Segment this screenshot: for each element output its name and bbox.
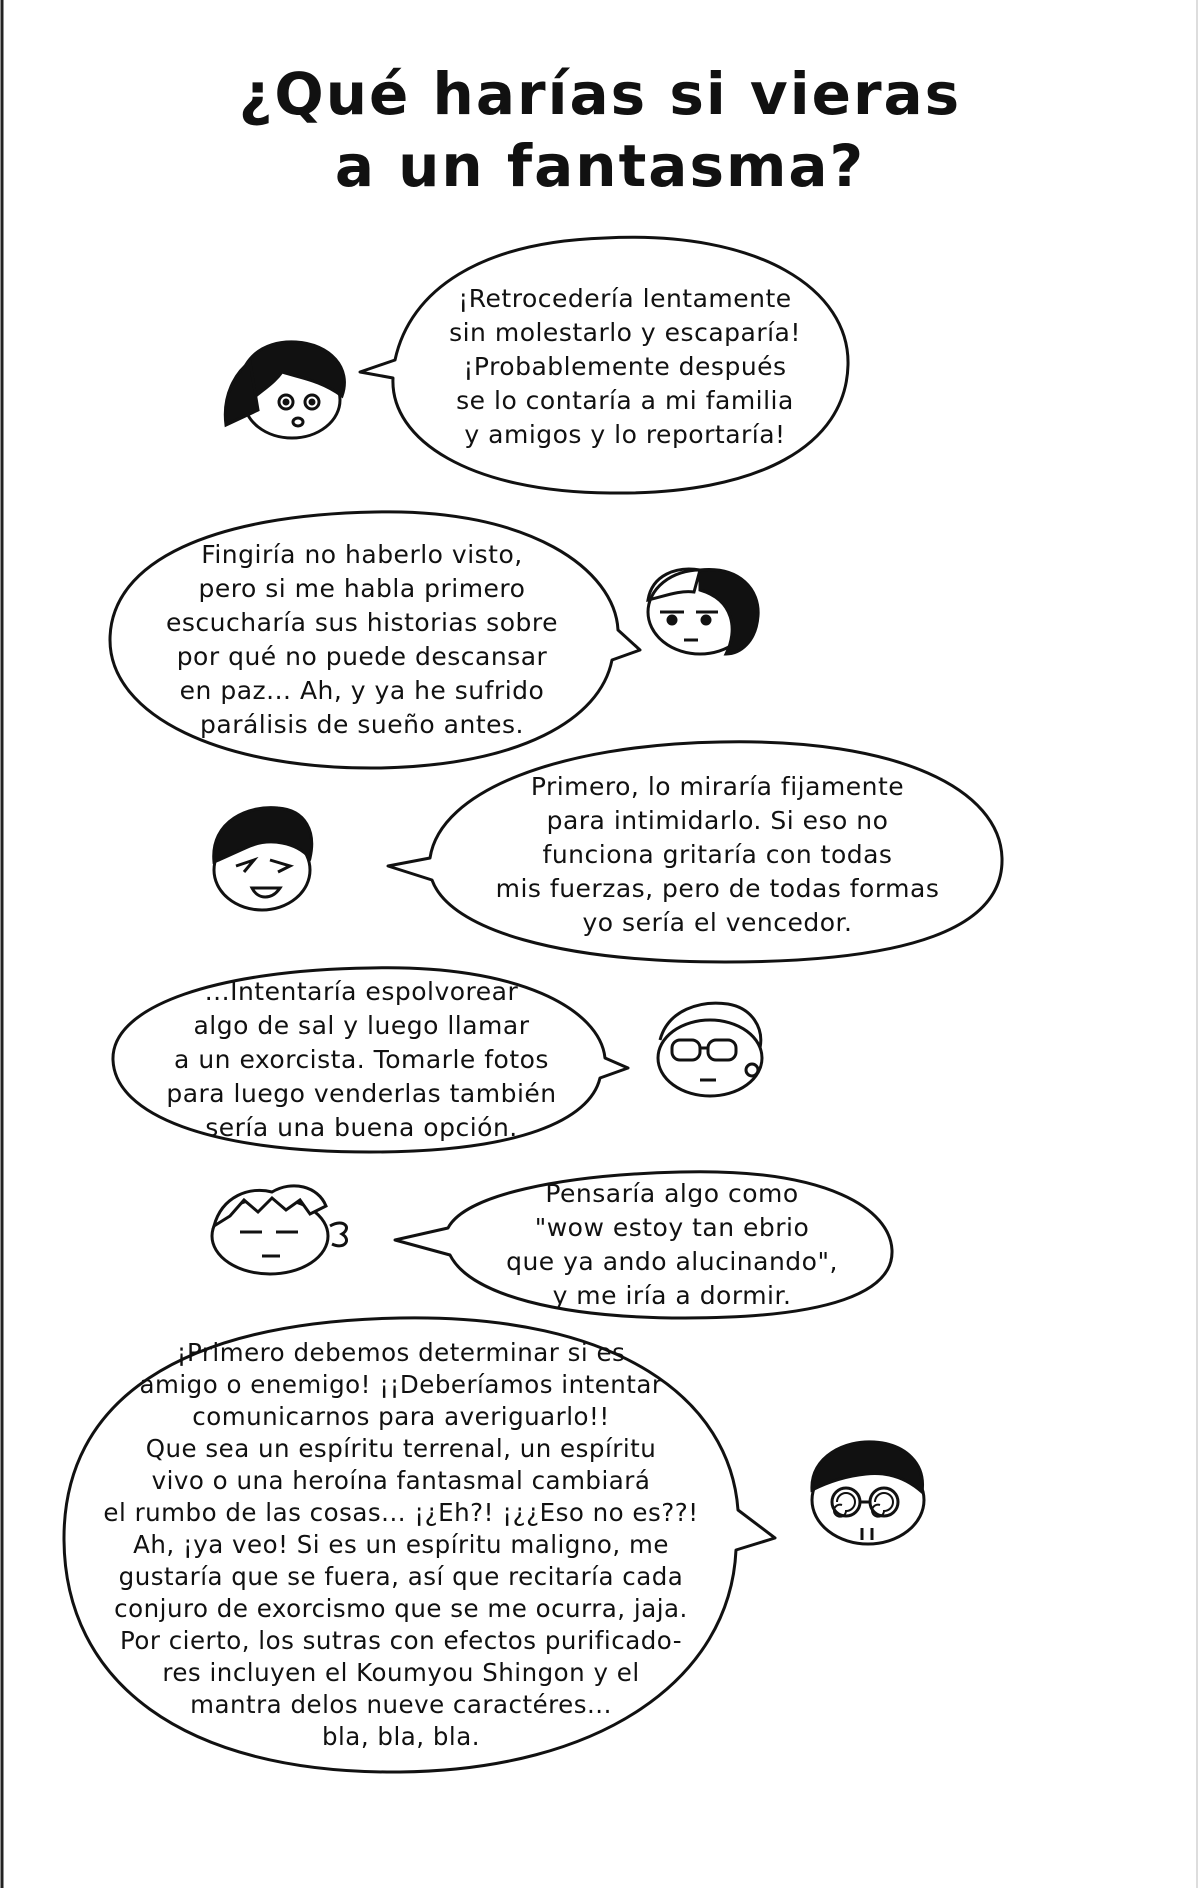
bubble-6-line: amigo o enemigo! ¡¡Deberíamos intentar (139, 1370, 663, 1399)
bubble-6-line: Que sea un espíritu terrenal, un espíritu (145, 1434, 657, 1463)
speech-bubble-2 (122, 530, 602, 750)
bubble-6-line: mantra delos nueve caractéres... (190, 1690, 612, 1719)
bubble-6-line: el rumbo de las cosas... ¡¿Eh?! ¡¿¿Eso no es??! (103, 1498, 699, 1527)
bubble-4-line: ...Intentaría espolvorear (204, 977, 519, 1006)
bubble-6-line: gustaría que se fuera, así que recitaría cada (118, 1562, 684, 1591)
bubble-1-line: sin molestarlo y escaparía! (449, 318, 801, 347)
speech-bubble-3 (440, 760, 995, 950)
bubble-6-line: res incluyen el Koumyou Shingon y el (162, 1658, 640, 1687)
bubble-5-line: y me iría a dormir. (552, 1281, 792, 1310)
bubble-2-line: por qué no puede descansar (176, 642, 548, 671)
bubble-5-line: "wow estoy tan ebrio (534, 1213, 810, 1242)
bubble-1-line: se lo contaría a mi familia (456, 386, 794, 415)
bubble-6-line: conjuro de exorcismo que se me ocurra, jaja. (114, 1594, 688, 1623)
speech-bubble-1 (410, 262, 840, 472)
bubble-2-line: escucharía sus historias sobre (166, 608, 558, 637)
bubble-4-line: algo de sal y luego llamar (193, 1011, 530, 1040)
speech-bubble-5 (458, 1176, 886, 1314)
bubble-4-line: para luego venderlas también (166, 1079, 557, 1108)
bubble-2-line: parálisis de sueño antes. (200, 710, 524, 739)
bubble-6-line: comunicarnos para averiguarlo!! (192, 1402, 610, 1431)
bubble-5-line: que ya ando alucinando", (506, 1247, 838, 1276)
bubble-4-line: sería una buena opción. (205, 1113, 518, 1142)
bubble-6-line: bla, bla, bla. (321, 1722, 481, 1751)
bubble-2-line: pero si me habla primero (198, 574, 526, 603)
title-line-2: a un fantasma? (334, 132, 866, 200)
bubble-4-line: a un exorcista. Tomarle fotos (174, 1045, 549, 1074)
bubble-6-line: ¡Primero debemos determinar si es (176, 1338, 626, 1367)
bubble-3-line: yo sería el vencedor. (582, 908, 853, 937)
bubble-3-line: Primero, lo miraría fijamente (530, 772, 905, 801)
character-face-6 (812, 1442, 924, 1544)
bubble-6-line: Ah, ¡ya veo! Si es un espíritu maligno, me (133, 1530, 669, 1559)
bubble-6-line: vivo o una heroína fantasmal cambiará (151, 1466, 651, 1495)
bubble-6-line: Por cierto, los sutras con efectos purificado- (119, 1626, 683, 1655)
title-line-1: ¿Qué harías si vieras (238, 60, 962, 128)
speech-bubble-4 (124, 975, 599, 1145)
bubble-5-line: Pensaría algo como (545, 1179, 799, 1208)
bubble-1-line: ¡Probablemente después (463, 352, 787, 381)
character-face-4 (658, 1003, 762, 1096)
character-face-2 (648, 569, 758, 654)
bubble-1-line: y amigos y lo reportaría! (464, 420, 786, 449)
character-face-1 (225, 342, 344, 438)
bubble-2-line: Fingiría no haberlo visto, (201, 540, 523, 569)
bubble-3-line: mis fuerzas, pero de todas formas (495, 874, 940, 903)
bubble-2-line: en paz... Ah, y ya he sufrido (179, 676, 545, 705)
character-face-3 (214, 808, 312, 910)
speech-bubble-6 (70, 1330, 732, 1760)
character-face-5 (212, 1186, 347, 1274)
bubble-1-line: ¡Retrocedería lentamente (458, 284, 792, 313)
bubble-3-line: para intimidarlo. Si eso no (546, 806, 889, 835)
bubble-3-line: funciona gritaría con todas (542, 840, 893, 869)
